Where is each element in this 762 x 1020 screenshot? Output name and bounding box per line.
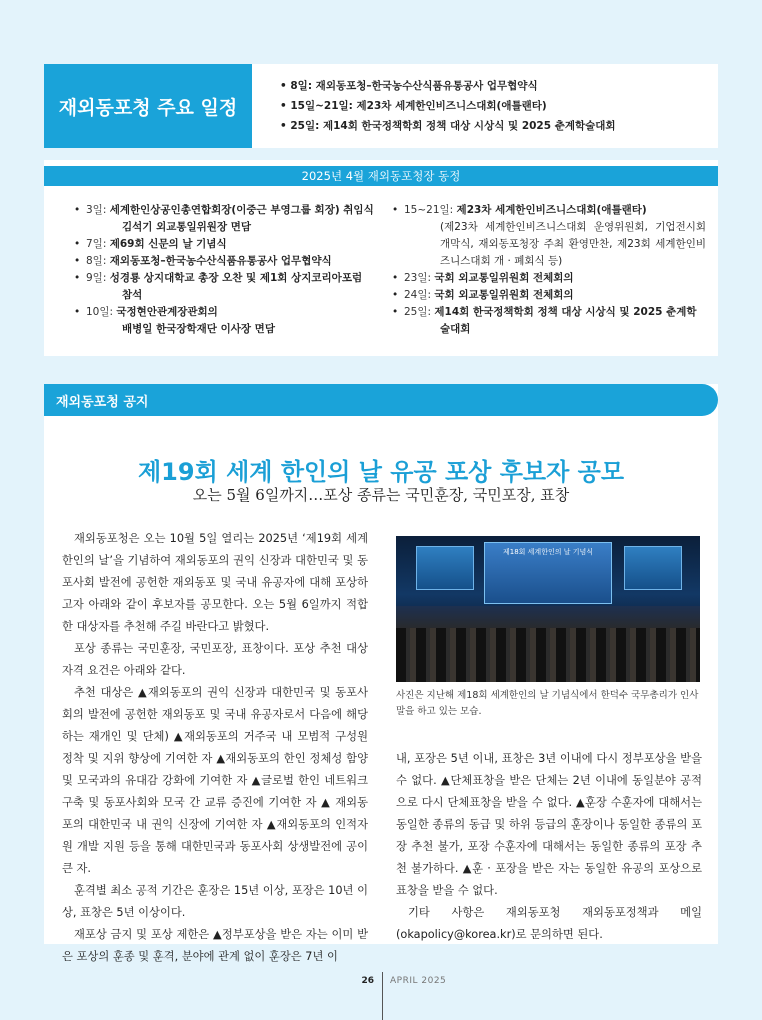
article-right-column (396, 748, 702, 946)
schedule-item: • 15일~21일: 제23차 세계한인비즈니스대회(애틀랜타) (280, 96, 616, 116)
activity-item (74, 270, 394, 304)
activity-text: 국회 외교통일위원회 전체회의 (434, 272, 574, 284)
activity-item (392, 287, 706, 304)
article-paragraph: 훈격별 최소 공적 기간은 훈장은 15년 이상, 포장은 10년 이상, 표창은 5년 이상이다. (62, 884, 368, 919)
photo-floor (396, 606, 700, 630)
side-screen (416, 546, 474, 590)
activity-date: 3일: (86, 204, 107, 216)
article-paragraph: 포상 종류는 국민훈장, 국민포장, 표창이다. 포상 추천 대상 자격 요건은 아래와 같다. (62, 642, 368, 677)
activity-text: 성경룡 상지대학교 총장 오찬 및 제1회 상지코리아포럼 (109, 272, 363, 284)
activity-text: 세계한인상공인총연합회장(이중근 부영그룹 회장) 취임식 (109, 204, 374, 216)
side-screen (624, 546, 682, 590)
activity-date: 9일: (86, 272, 107, 284)
activity-text: 재외동포청–한국농수산식품유통공사 업무협약식 (109, 255, 332, 267)
activity-item (74, 236, 394, 253)
article-paragraph: 기타 사항은 재외동포청 재외동포정책과 메일(okapolicy@korea.kr)로 문의하면 된다. (396, 906, 702, 941)
article-subtitle: 오는 5월 6일까지…포상 종류는 국민훈장, 국민포장, 표창 (192, 486, 570, 504)
activity-subtext: 배병일 한국장학재단 이사장 면담 (122, 323, 275, 335)
activity-subtext: 김석기 외교통일위원장 면담 (122, 221, 252, 233)
activity-date: 10일: (86, 306, 114, 318)
photo-audience (396, 628, 700, 682)
footer-divider (382, 972, 383, 1020)
schedule-banner (44, 64, 718, 148)
activity-date: 24일: (404, 289, 432, 301)
photo-banner-text: 제18회 세계한인의 날 기념식 (503, 548, 593, 556)
article-headline: 제19회 세계 한인의 날 유공 포상 후보자 공모 (137, 458, 624, 486)
schedule-title: 재외동포청 주요 일정 (44, 64, 252, 148)
activity-text: 제69회 신문의 날 기념식 (109, 238, 227, 250)
schedule-item: • 8일: 재외동포청–한국농수산식품유통공사 업무협약식 (280, 76, 616, 96)
activity-text: 국회 외교통일위원회 전체회의 (434, 289, 574, 301)
article-left-column (62, 528, 368, 968)
notice-section-label: 재외동포청 공지 (44, 384, 718, 416)
stage-screen (484, 542, 612, 604)
activities-right-list (392, 202, 706, 338)
issue-label: APRIL 2025 (390, 976, 447, 986)
schedule-list (280, 76, 616, 136)
activity-date: 15~21일: (404, 204, 454, 216)
activity-item (392, 202, 706, 270)
activities-left-list (74, 202, 394, 338)
activity-item (392, 304, 706, 338)
activity-item (392, 270, 706, 287)
activity-subtext: 술대회 (440, 323, 471, 335)
activity-item (74, 202, 394, 236)
activity-text: 국정현안관계장관회의 (116, 306, 218, 318)
schedule-item: • 25일: 제14회 한국정책학회 정책 대상 시상식 및 2025 춘계학술대회 (280, 116, 616, 136)
article-paragraph: 추천 대상은 ▲재외동포의 권익 신장과 대한민국 및 동포사회의 발전에 공헌한 재외동포 및 국내 유공자로서 다음에 해당하는 재개인 및 단체) ▲재외동포의 거주국 내 모범적 구성원 정착 및 지위 향상에 기여한 자 ▲재외동포의 한인 정체성 함양 및 모국과의 유대감 강화에 기여한 자 ▲글로벌 한인 네트워크 구축 및 동포사회와 모국 간 교류 증진에 기여한 자 ▲ 재외동포의 대한민국 내 권익 신장에 기여한 자 ▲재외동포의 인적자원 개발 지원 등을 통해 대한민국과 동포사회 상생발전에 공이 큰 자. (62, 686, 368, 875)
activity-note: (제23차 세계한인비즈니스대회 운영위원회, 기업전시회 개막식, 재외동포청장 주최 환영만찬, 제23회 세계한인비즈니스대회 개 · 폐회식 등) (440, 221, 706, 267)
activity-date: 7일: (86, 238, 107, 250)
notice-section (44, 384, 718, 963)
article-paragraph: 재포상 금지 및 포상 제한은 ▲정부포상을 받은 자는 이미 받은 포상의 훈종 및 훈격, 분야에 관계 없이 훈장은 7년 이 (62, 928, 368, 963)
activity-date: 25일: (404, 306, 432, 318)
activities-header: 2025년 4월 재외동포청장 동정 (44, 166, 718, 186)
page-number: 26 (361, 976, 374, 986)
activity-item (74, 253, 394, 270)
article-paragraph: 내, 포장은 5년 이내, 표창은 3년 이내에 다시 정부포상을 받을 수 없다. ▲단체표창을 받은 단체는 2년 이내에 동일분야 공적으로 다시 단체표창을 받을 수 없다. ▲훈장 수훈자에 대해서는 동일한 종류의 동급 및 하위 등급의 훈장이나 동일한 종류의 포장 추천 불가, 포장 수훈자에 대해서는 동일한 종류의 포장 추천 불가하다. ▲훈 · 포장을 받은 자는 동일한 유공의 포상으로 표창을 받을 수 없다. (396, 752, 702, 897)
activities-box (44, 160, 718, 356)
photo-caption: 사진은 지난해 제18회 세계한인의 날 기념식에서 한덕수 국무총리가 인사말을 하고 있는 모습. (396, 690, 699, 717)
activity-text: 제23차 세계한인비즈니스대회(애틀랜타) (456, 204, 647, 216)
activity-date: 8일: (86, 255, 107, 267)
activity-subtext: 참석 (122, 289, 143, 301)
article-paragraph: 재외동포청은 오는 10월 5일 열리는 2025년 ‘제19회 세계 한인의 날’을 기념하여 재외동포의 권익 신장과 대한민국 및 동포사회 발전에 공헌한 재외동포 및 국내 유공자에 대해 포상하고자 아래와 같이 후보자를 공모한다. 오는 5월 6일까지 적합한 대상자를 추천해 주길 바란다고 밝혔다. (62, 532, 368, 633)
activity-date: 23일: (404, 272, 432, 284)
event-photo (396, 536, 700, 682)
activity-text: 제14회 한국정책학회 정책 대상 시상식 및 2025 춘계학 (434, 306, 697, 318)
page-footer (0, 972, 762, 1020)
activity-item (74, 304, 394, 338)
